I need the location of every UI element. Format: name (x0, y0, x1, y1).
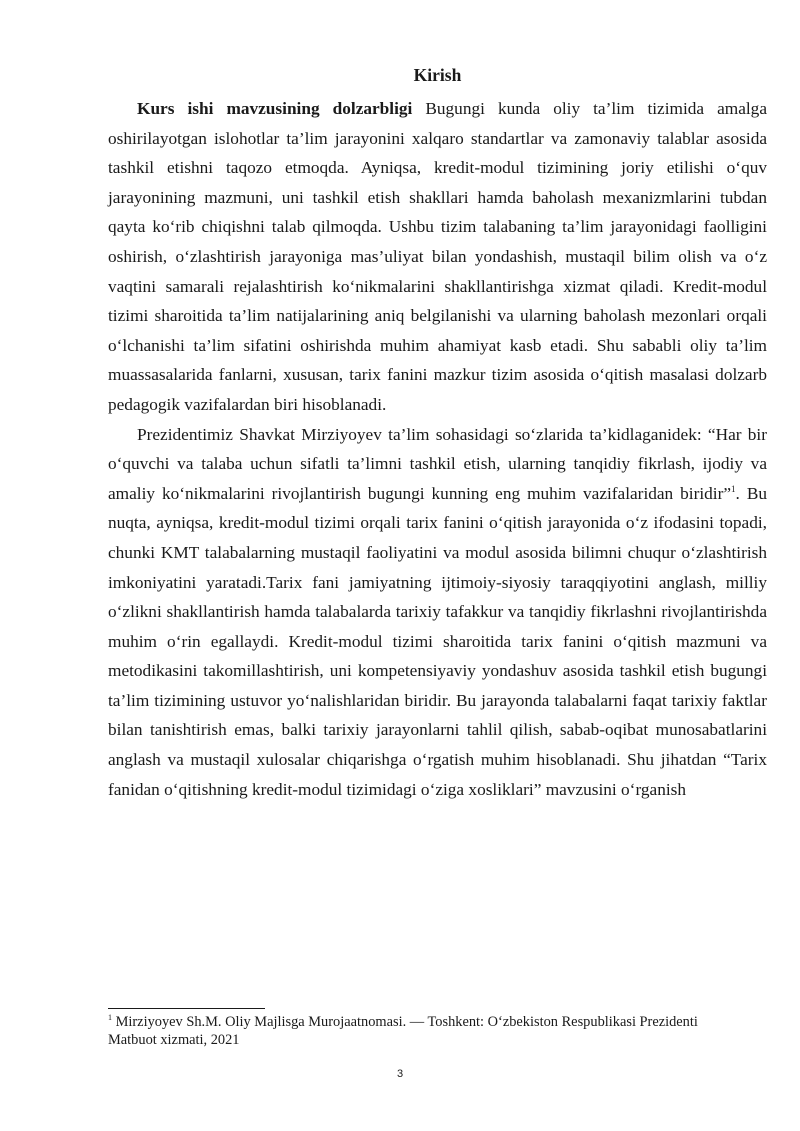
footnote-marker: 1 (108, 1013, 112, 1023)
paragraph-president-quote (108, 420, 767, 805)
page-number: 3 (396, 1068, 404, 1080)
section-heading: Kirish (413, 65, 462, 85)
document-page (108, 62, 767, 804)
footnote-separator (108, 1008, 265, 1009)
paragraph-relevance-text: Bugungi kunda oliy ta’lim tizimida amalga oshirilayotgan islohotlar ta’lim jarayonini xalqaro standartlar va zamonaviy talablar asosida tashkil etishni taqozo etmoqda. Ayniqsa, kredit-modul tizimining joriy etilishi o‘quv jarayonining mazmuni, uni tashkil etish shakllari hamda baholash mexanizmlarini tubdan qayta ko‘rib chiqishni talab qilmoqda. Ushbu tizim talabaning ta’lim jarayonidagi faolligini oshirish, o‘zlashtirish jarayoniga mas’uliyat bilan yondashish, mustaqil bilim olish va o‘z vaqtini samarali rejalashtirish ko‘nikmalarini shakllantirishga xizmat qiladi. Kredit-modul tizimi sharoitida ta’lim natijalarining aniq belgilanishi va ularning baholash mezonlari orqali o‘lchanishi ta’lim sifatini oshirishda muhim ahamiyat kasb etadi. Shu sababli oliy ta’lim muassasalarida fanlarni, xususan, tarix fanini mazkur tizim asosida o‘qitish masalasi dolzarb pedagogik vazifalardan biri hisoblanadi. (108, 99, 767, 414)
paragraph-continuation: . Bu nuqta, ayniqsa, kredit-modul tizimi orqali tarix fanini o‘qitish jarayonida o‘z ifodasini topadi, chunki KMT talabalarning mustaqil faoliyatini va modul asosida bilimni chuqur o‘zlashtirish imkoniyatini yaratadi.Tarix fani jamiyatning ijtimoiy-siyosiy taraqqiyotini anglash, milliy o‘zlikni shakllantirish hamda talabalarda tarixiy tafakkur va tanqidiy fikrlashni rivojlantirishda muhim o‘rin egallaydi. Kredit-modul tizimi sharoitida tarix fanini o‘qitish mazmuni va metodikasini takomillashtirish, uni kompetensiyaviy yondashuv asosida tashkil etish bugungi ta’lim tizimining ustuvor yo‘nalishlaridan biridir. Bu jarayonda talabalarni faqat tarixiy faktlar bilan tanishtirish emas, balki tarixiy jarayonlarni tahlil qilish, sabab-oqibat munosabatlarini anglash va mustaqil xulosalar chiqarishga o‘rgatish muhim hisoblanadi. Shu jihatdan “Tarix fanidan o‘qitishning kredit-modul tizimidagi o‘ziga xosliklari” mavzusini o‘rganish (108, 483, 767, 799)
footnote (108, 1013, 748, 1049)
footnote-reference[interactable]: 1 (731, 483, 736, 494)
quote-text: Prezidentimiz Shavkat Mirziyoyev ta’lim sohasidagi so‘zlarida ta’kidlaganidek: “Har bir o‘quvchi va talaba uchun sifatli ta’limni tashkil etish, ularning tanqidiy fikrlash, ijodiy va amaliy ko‘nikmalarini rivojlantirish bugungi kunning eng muhim vazifalaridan biridir” (108, 424, 767, 503)
body-text (108, 94, 767, 804)
paragraph-relevance (108, 94, 767, 420)
footnote-text: Mirziyoyev Sh.M. Oliy Majlisga Murojaatnomasi. — Toshkent: O‘zbekiston Respublikasi Prezidenti Matbuot xizmati, 2021 (108, 1014, 698, 1048)
paragraph-lead: Kurs ishi mavzusining dolzarbligi (137, 99, 413, 118)
